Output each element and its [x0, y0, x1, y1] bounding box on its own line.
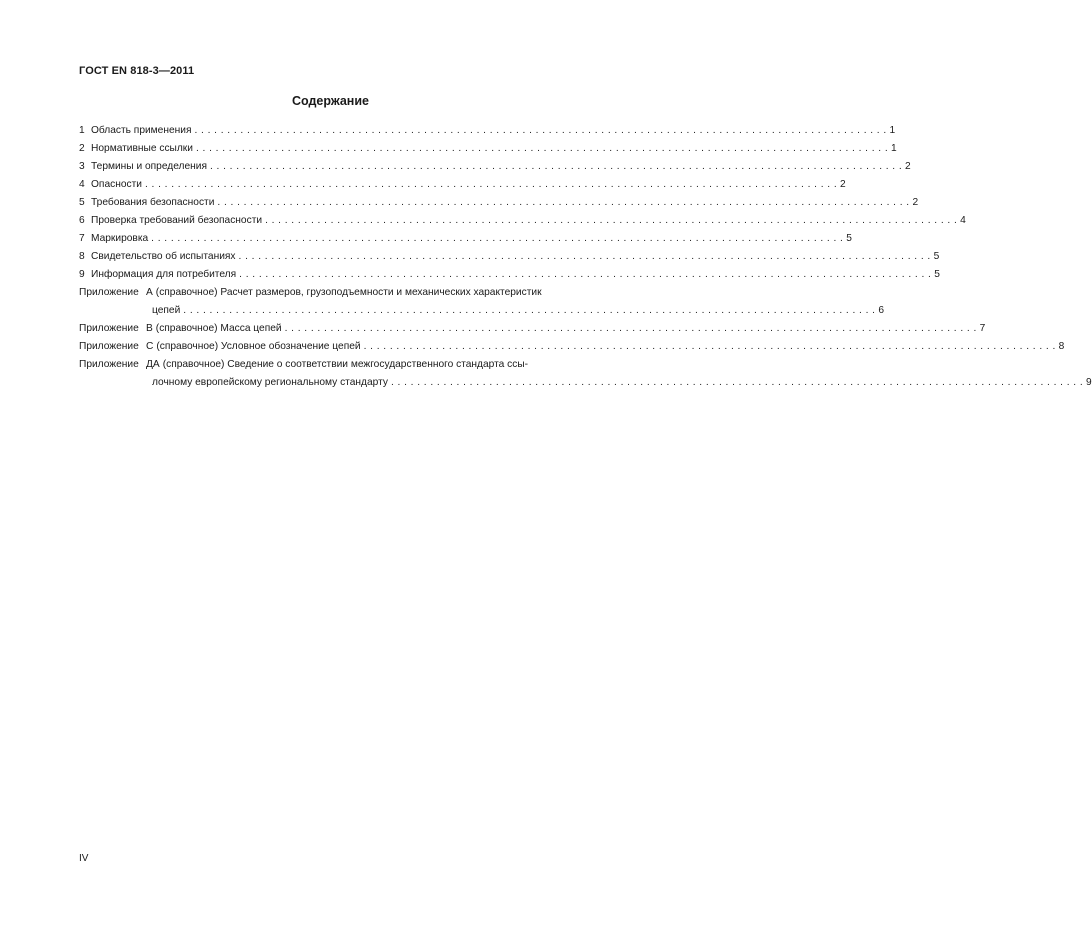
appendix-title-line1: (справочное) Масса цепей: [155, 323, 282, 334]
appendix-title-line1: (справочное) Сведение о соответствии межгосударственного стандарта ссы-: [162, 359, 529, 370]
toc-entry-6[interactable]: [79, 212, 966, 230]
toc-entry-page: 5: [934, 269, 940, 280]
toc-entry-8[interactable]: [79, 248, 940, 266]
appendix-title-line2: цепей: [152, 305, 181, 316]
toc-entry-label: Маркировка: [91, 233, 149, 244]
toc-entry-3[interactable]: [79, 158, 911, 176]
toc-leader-dots: [239, 248, 931, 266]
toc-entry-7[interactable]: [79, 230, 852, 248]
toc-entry-page: 9: [1086, 377, 1092, 388]
toc-leader-dots: [239, 266, 931, 284]
toc-leader-dots: [151, 230, 843, 248]
toc-entry-label: Нормативные ссылки: [91, 143, 193, 154]
toc-entry-page: 2: [912, 197, 919, 208]
toc-entry-5[interactable]: [79, 194, 919, 212]
toc-entry-label: Область применения: [91, 125, 192, 136]
appendix-letter: А: [146, 287, 153, 298]
toc-entry-label: Требования безопасности: [91, 197, 215, 208]
toc-entry-label: Опасности: [91, 179, 142, 190]
toc-entry-page: 5: [846, 233, 852, 244]
toc-entry-page: 2: [905, 161, 911, 172]
toc-leader-dots: [217, 194, 909, 212]
appendix-word: Приложение: [79, 287, 139, 298]
toc-entry-9[interactable]: [79, 266, 940, 284]
toc-entry-page: 6: [878, 305, 884, 316]
toc-entry-page: 5: [933, 251, 940, 262]
toc-entry-number: 4: [79, 179, 85, 190]
toc-entry-page: 4: [960, 215, 966, 226]
toc-appendix-c[interactable]: [79, 338, 1065, 356]
toc-entry-label: Свидетельство об испытаниях: [91, 251, 236, 262]
document-code: ГОСТ EN 818-3—2011: [79, 65, 195, 77]
toc-entry-label: Проверка требований безопасности: [91, 215, 263, 226]
appendix-word: Приложение: [79, 341, 139, 352]
toc-entry-page: 2: [840, 179, 846, 190]
appendix-letter: В: [146, 323, 153, 334]
toc-leader-dots: [210, 158, 902, 176]
toc-appendix-da[interactable]: [79, 356, 614, 374]
toc-entry-number: 6: [79, 215, 85, 226]
toc-entry-label: Термины и определения: [91, 161, 207, 172]
toc-appendix-da-cont[interactable]: [79, 374, 1092, 392]
toc-entry-number: 8: [79, 251, 85, 262]
toc-entry-page: 1: [889, 125, 896, 136]
toc-entry-number: 5: [79, 197, 85, 208]
toc-appendix-b[interactable]: [79, 320, 986, 338]
toc-entry-number: 7: [79, 233, 85, 244]
appendix-word: Приложение: [79, 323, 139, 334]
appendix-title-line2: лочному европейскому региональному стандарту: [152, 377, 388, 388]
page-number-roman: IV: [79, 853, 89, 864]
toc-leader-dots: [391, 374, 1083, 392]
toc-leader-dots: [145, 176, 837, 194]
toc-leader-dots: [364, 338, 1056, 356]
toc-entry-number: 9: [79, 269, 85, 280]
toc-entry-4[interactable]: [79, 176, 846, 194]
toc-appendix-a-cont[interactable]: [79, 302, 884, 320]
appendix-word: Приложение: [79, 359, 139, 370]
toc-entry-page: 7: [979, 323, 986, 334]
toc-entry-page: 1: [891, 143, 897, 154]
toc-leader-dots: [285, 320, 977, 338]
toc-entry-label: Информация для потребителя: [91, 269, 237, 280]
toc-leader-dots: [183, 302, 875, 320]
appendix-letter: С: [146, 341, 154, 352]
table-of-contents: [79, 122, 1092, 392]
toc-leader-dots: [196, 140, 888, 158]
toc-entry-2[interactable]: [79, 140, 897, 158]
toc-appendix-a[interactable]: [79, 284, 614, 302]
appendix-title-line1: (справочное) Условное обозначение цепей: [156, 341, 361, 352]
appendix-letter: ДА: [146, 359, 160, 370]
toc-entry-number: 1: [79, 125, 85, 136]
toc-leader-dots: [194, 122, 886, 140]
page-title: Содержание: [291, 94, 369, 108]
toc-entry-page: 8: [1058, 341, 1065, 352]
toc-entry-number: 3: [79, 161, 85, 172]
toc-entry-number: 2: [79, 143, 85, 154]
toc-leader-dots: [265, 212, 957, 230]
appendix-title-line1: (справочное) Расчет размеров, грузоподъемности и механических характеристик: [155, 287, 542, 298]
toc-entry-1[interactable]: [79, 122, 896, 140]
